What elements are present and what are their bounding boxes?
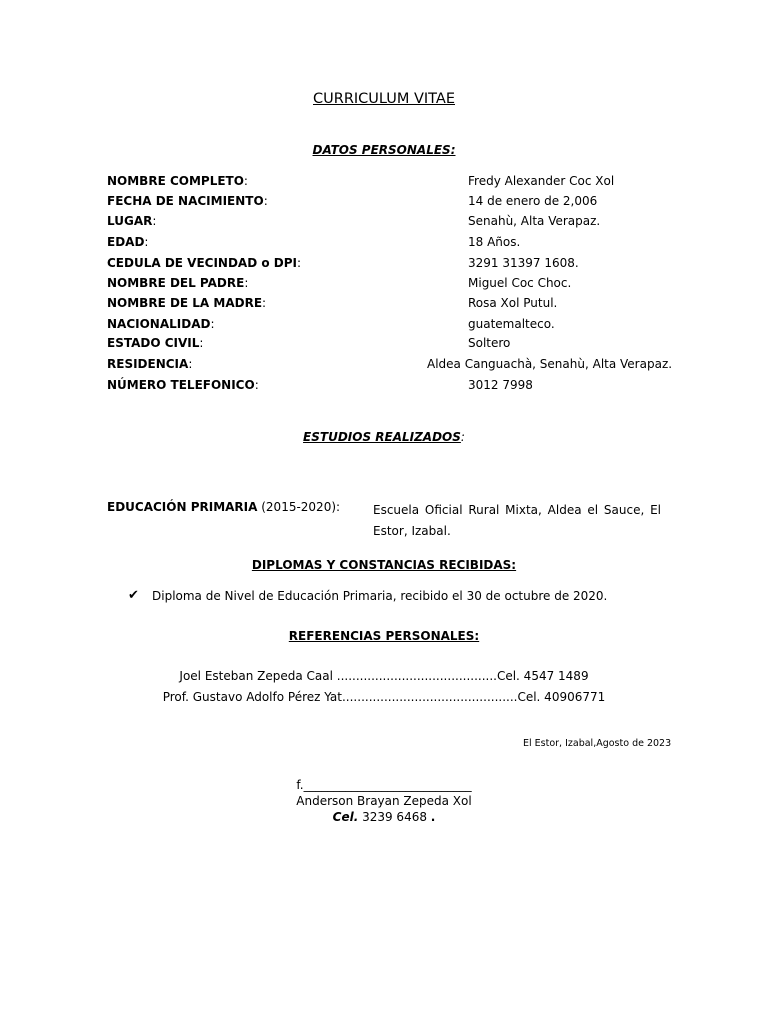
education-years: (2015-2020):	[257, 500, 341, 514]
field-label-colon: :	[263, 194, 268, 208]
field-value: 3012 7998	[468, 378, 533, 392]
field-value: Aldea Canguachà, Senahù, Alta Verapaz.	[427, 357, 673, 371]
field-label-text: RESIDENCIA	[107, 357, 189, 371]
field-value: Senahù, Alta Verapaz.	[468, 214, 601, 228]
education-level: EDUCACIÓN PRIMARIA	[107, 500, 258, 514]
signature-cel-label: Cel.	[332, 810, 359, 824]
signature-cel-dot: .	[430, 810, 436, 824]
field-label	[107, 317, 215, 331]
field-label-colon: :	[262, 296, 267, 310]
field-label-colon: :	[296, 256, 302, 270]
reference-item-2: Prof. Gustavo Adolfo Pérez Yat..............................................Cel. 40906771	[162, 690, 606, 704]
field-label-text: LUGAR	[107, 214, 153, 228]
field-label-text: NÚMERO TELEFONICO	[107, 378, 255, 392]
field-label-text: CEDULA DE VECINDAD o DPI	[107, 256, 297, 270]
field-label	[107, 378, 259, 392]
field-label-text: NACIONALIDAD	[107, 317, 211, 331]
field-label-text: NOMBRE COMPLETO	[107, 174, 244, 188]
field-value: 18 Años.	[468, 235, 521, 249]
field-value: Soltero	[468, 336, 511, 350]
field-label	[107, 276, 248, 290]
section-heading-datos-personales: DATOS PERSONALES:	[312, 143, 456, 157]
field-label	[107, 214, 156, 228]
reference-item-1: Joel Esteban Zepeda Caal ..........................................Cel. 4547 1489	[179, 669, 589, 683]
field-value: 14 de enero de 2,006	[468, 194, 598, 208]
signature-cel-number: 3239 6468	[358, 810, 431, 824]
field-label-colon: :	[243, 174, 248, 188]
document-title: CURRICULUM VITAE	[313, 91, 455, 107]
field-value: Miguel Coc Choc.	[468, 276, 572, 290]
field-label	[107, 336, 203, 350]
field-label-colon: :	[244, 276, 249, 290]
field-label-colon: :	[210, 317, 215, 331]
field-label-text: NOMBRE DEL PADRE	[107, 276, 245, 290]
field-label-text: NOMBRE DE LA MADRE	[107, 296, 263, 310]
field-value: Rosa Xol Putul.	[468, 296, 558, 310]
field-label	[107, 194, 268, 208]
section-heading-diplomas: DIPLOMAS Y CONSTANCIAS RECIBIDAS:	[251, 558, 517, 572]
signature-line: f.____________________________	[296, 778, 472, 792]
field-label	[107, 235, 148, 249]
estudios-heading-colon: :	[460, 430, 465, 444]
field-label-text: ESTADO CIVIL	[107, 336, 200, 350]
field-label-colon: :	[254, 378, 259, 392]
field-label-text: EDAD	[107, 235, 145, 249]
estudios-heading-text: ESTUDIOS REALIZADOS	[303, 430, 461, 444]
field-value: 3291 31397 1608.	[468, 256, 579, 270]
section-heading-referencias: REFERENCIAS PERSONALES:	[288, 629, 480, 643]
signature-name: Anderson Brayan Zepeda Xol	[296, 794, 472, 808]
checkmark-icon: ✔	[128, 588, 139, 603]
diploma-item: Diploma de Nivel de Educación Primaria, recibido el 30 de octubre de 2020.	[152, 589, 608, 603]
field-label-colon: :	[152, 214, 157, 228]
field-label	[107, 256, 301, 270]
section-heading-estudios	[0, 430, 768, 444]
field-label-colon: :	[199, 336, 204, 350]
field-label	[107, 357, 192, 371]
field-value: guatemalteco.	[468, 317, 555, 331]
education-label	[107, 500, 340, 514]
signature-phone	[0, 810, 768, 824]
field-label	[107, 296, 266, 310]
field-label-colon: :	[144, 235, 149, 249]
field-label	[107, 174, 248, 188]
education-school: Escuela Oficial Rural Mixta, Aldea el Sauce, El Estor, Izabal.	[373, 503, 661, 538]
field-label-text: FECHA DE NACIMIENTO	[107, 194, 264, 208]
field-label-colon: :	[188, 357, 193, 371]
place-date: El Estor, Izabal,Agosto de 2023	[523, 738, 672, 749]
field-value: Fredy Alexander Coc Xol	[468, 174, 615, 188]
